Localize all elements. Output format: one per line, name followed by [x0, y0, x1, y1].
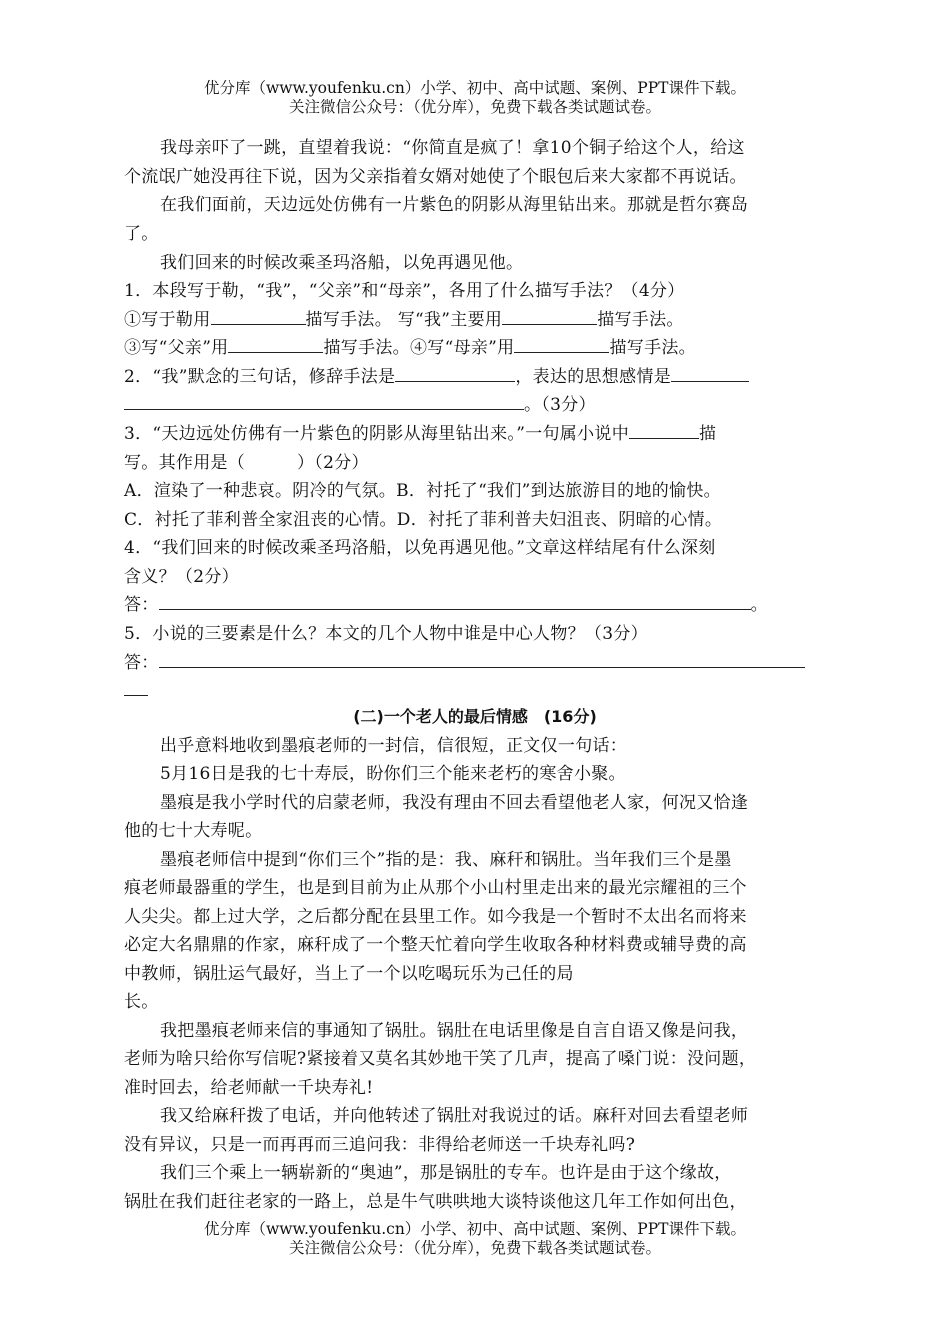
paragraph-line: 墨痕老师信中提到“你们三个”指的是：我、麻秆和锅肚。当年我们三个是墨 — [160, 850, 732, 870]
paragraph-line: 5月16日是我的七十寿辰，盼你们三个能来老朽的寒舍小聚。 — [160, 764, 626, 784]
paragraph-line: 准时回去，给老师献一千块寿礼! — [124, 1078, 374, 1098]
answer-blank[interactable] — [211, 308, 306, 325]
question-text: ，表达的思想感情是 — [515, 367, 672, 387]
question-text: 描写手法。 — [609, 338, 696, 358]
paragraph-line: 老师为啥只给你写信呢?紧接着又莫名其妙地干笑了几声，提高了嗓门说：没问题， — [124, 1049, 757, 1069]
answer-blank[interactable] — [629, 422, 699, 439]
paragraph-line: 个流氓广她没再往下说，因为父亲指着女婿对她使了个眼包后来大家都不再说话。 — [124, 167, 747, 187]
paragraph-line: 必定大名鼎鼎的作家，麻秆成了一个整天忙着向学生收取各种材料费或辅导费的高 — [124, 935, 747, 955]
question-text: ③写“父亲”用 — [124, 338, 229, 358]
answer-label: 答： — [124, 595, 159, 615]
footer-line-1: 优分库（www.youfenku.cn）小学、初中、高中试题、案例、PPT课件下载。 — [203, 1220, 747, 1238]
paragraph-line: 中教师，锅肚运气最好，当上了一个以吃喝玩乐为己任的局 — [124, 964, 574, 984]
paragraph-line: 我们回来的时候改乘圣玛洛船，以免再遇见他。 — [160, 253, 524, 273]
paragraph-line: 锅肚在我们赶往老家的一路上，总是牛气哄哄地大谈特谈他这几年工作如何出色， — [124, 1192, 747, 1212]
question-4: 4．“我们回来的时候改乘圣玛洛船，以免再遇见他。”文章这样结尾有什么深刻 — [124, 538, 716, 558]
answer-blank[interactable] — [159, 593, 751, 610]
answer-blank[interactable] — [159, 651, 805, 668]
paragraph-line: 我母亲吓了一跳，直望着我说：“你简直是疯了！拿10个铜子给这个人，给这 — [160, 138, 745, 158]
paragraph-line: 在我们面前，天边远处仿佛有一片紫色的阴影从海里钻出来。那就是哲尔赛岛 — [160, 195, 749, 215]
question-3-continued: 写。其作用是（ ）（2分） — [124, 453, 369, 473]
question-2 — [124, 365, 749, 389]
answer-blank[interactable] — [502, 308, 597, 325]
question-text: 3．“天边远处仿佛有一片紫色的阴影从海里钻出来。”一句属小说中 — [124, 424, 629, 444]
question-1-blanks-b — [124, 336, 696, 360]
paragraph-line: 出乎意料地收到墨痕老师的一封信，信很短，正文仅一句话： — [160, 736, 628, 756]
paragraph-line: 他的七十大寿呢。 — [124, 821, 263, 841]
question-5-answer — [124, 651, 805, 675]
footer-line-2: 关注微信公众号：（优分库），免费下载各类试题试卷。 — [288, 1239, 661, 1257]
question-text: 描 — [699, 424, 717, 444]
answer-blank[interactable] — [514, 336, 609, 353]
question-text: 描写手法。 写“我”主要用 — [305, 310, 503, 330]
question-text: 。（3分） — [524, 395, 596, 415]
paragraph-line: 长。 — [124, 992, 159, 1012]
answer-blank[interactable] — [395, 365, 515, 382]
paragraph-line: 墨痕是我小学时代的启蒙老师，我没有理由不回去看望他老人家，何况又恰逢 — [160, 793, 749, 813]
question-1-blanks-a — [124, 308, 684, 332]
question-text: 描写手法。 — [597, 310, 684, 330]
question-4-answer — [124, 593, 768, 617]
paragraph-line: 没有异议，只是一而再再而三追问我：非得给老师送一千块寿礼吗? — [124, 1135, 636, 1155]
question-3 — [124, 422, 716, 446]
paragraph-line: 我们三个乘上一辆崭新的“奥迪”，那是锅肚的专车。也许是由于这个缘故， — [160, 1163, 732, 1183]
question-3-options-ab: A．渲染了一种悲哀。阴冷的气氛。B．衬托了“我们”到达旅游目的地的愉快。 — [124, 481, 721, 501]
header-line-1: 优分库（www.youfenku.cn）小学、初中、高中试题、案例、PPT课件下载。 — [203, 79, 747, 97]
paragraph-line: 了。 — [124, 224, 159, 244]
answer-blank[interactable] — [124, 393, 524, 410]
question-2-continued — [124, 393, 596, 417]
paragraph-line: 我又给麻秆拨了电话，并向他转述了锅肚对我说过的话。麻秆对回去看望老师 — [160, 1106, 749, 1126]
section-title: (二)一个老人的最后情感 (16分) — [353, 707, 597, 726]
answer-blank[interactable] — [671, 365, 749, 382]
paragraph-line: 痕老师最器重的学生，也是到目前为止从那个小山村里走出来的最光宗耀祖的三个 — [124, 878, 747, 898]
header-line-2: 关注微信公众号：（优分库），免费下载各类试题试卷。 — [288, 98, 661, 116]
answer-label: 答： — [124, 653, 159, 673]
question-text: ①写于勒用 — [124, 310, 211, 330]
answer-blank[interactable] — [228, 336, 323, 353]
question-3-options-cd: C．衬托了菲利普全家沮丧的心情。D．衬托了菲利普夫妇沮丧、阴暗的心情。 — [124, 510, 723, 530]
answer-blank[interactable] — [124, 679, 148, 696]
question-text: 。 — [750, 595, 768, 615]
paragraph-line: 人尖尖。都上过大学，之后都分配在县里工作。如今我是一个暂时不太出名而将来 — [124, 907, 747, 927]
question-text: 描写手法。④写“母亲”用 — [323, 338, 515, 358]
question-5: 5．小说的三要素是什么？本文的几个人物中谁是中心人物？（3分） — [124, 624, 648, 644]
question-5-answer-continued — [124, 679, 148, 703]
question-4-continued: 含义？（2分） — [124, 567, 239, 587]
question-1: 1．本段写于勒，“我”，“父亲”和“母亲”，各用了什么描写手法？（4分） — [124, 281, 685, 301]
question-text: 2．“我”默念的三句话，修辞手法是 — [124, 367, 396, 387]
paragraph-line: 我把墨痕老师来信的事通知了锅肚。锅肚在电话里像是自言自语又像是问我， — [160, 1021, 749, 1041]
